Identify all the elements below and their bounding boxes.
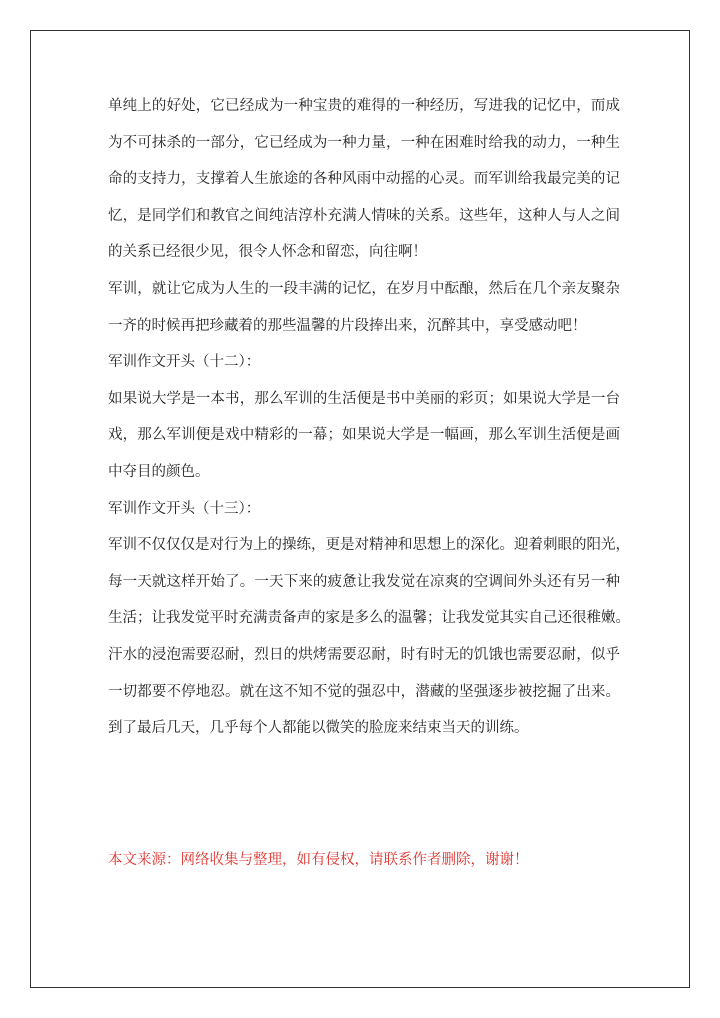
text-line: 忆，是同学们和教官之间纯洁淳朴充满人情味的关系。这些年，这种人与人之间 bbox=[108, 207, 620, 224]
text-line: 汗水的浸泡需要忍耐，烈日的烘烤需要忍耐，时有时无的饥饿也需要忍耐，似乎 bbox=[108, 646, 620, 663]
text-line: 戏，那么军训便是戏中精彩的一幕；如果说大学是一幅画，那么军训生活便是画 bbox=[108, 427, 620, 444]
text-line: 为不可抹杀的一部分，它已经成为一种力量，一种在困难时给我的动力，一种生 bbox=[108, 134, 620, 151]
section-heading: 军训作文开头（十三）： bbox=[108, 500, 261, 517]
text-line: 到了最后几天，几乎每个人都能以微笑的脸庞来结束当天的训练。 bbox=[108, 720, 529, 737]
text-line: 的关系已经很少见，很令人怀念和留恋，向往啊！ bbox=[108, 244, 427, 261]
text-line: 军训，就让它成为人生的一段丰满的记忆，在岁月中酝酿，然后在几个亲友聚杂 bbox=[108, 280, 620, 297]
text-line: 每一天就这样开始了。一天下来的疲惫让我发觉在凉爽的空调间外头还有另一种 bbox=[108, 573, 620, 590]
text-line: 命的支持力，支撑着人生旅途的各种风雨中动摇的心灵。而军训给我最完美的记 bbox=[108, 171, 620, 188]
text-line: 生活；让我发觉平时充满责备声的家是多么的温馨；让我发觉其实自己还很稚嫩。 bbox=[108, 610, 630, 627]
text-line: 单纯上的好处，它已经成为一种宝贵的难得的一种经历，写进我的记忆中，而成 bbox=[108, 98, 620, 114]
text-line: 一切都要不停地忍。就在这不知不觉的强忍中，潜藏的坚强逐步被挖掘了出来。 bbox=[108, 683, 620, 700]
text-line: 中夺目的颜色。 bbox=[108, 463, 210, 480]
document-body bbox=[108, 88, 630, 747]
text-line: 如果说大学是一本书，那么军训的生活便是书中美丽的彩页；如果说大学是一台 bbox=[108, 390, 620, 407]
section-heading: 军训作文开头（十二）： bbox=[108, 354, 261, 371]
text-line: 一齐的时候再把珍藏着的那些温馨的片段捧出来，沉醉其中，享受感动吧！ bbox=[108, 317, 587, 334]
source-note: 本文来源：网络收集与整理，如有侵权，请联系作者删除，谢谢！ bbox=[108, 852, 529, 868]
text-line: 军训不仅仅仅是对行为上的操练，更是对精神和思想上的深化。迎着刺眼的阳光， bbox=[108, 537, 630, 554]
